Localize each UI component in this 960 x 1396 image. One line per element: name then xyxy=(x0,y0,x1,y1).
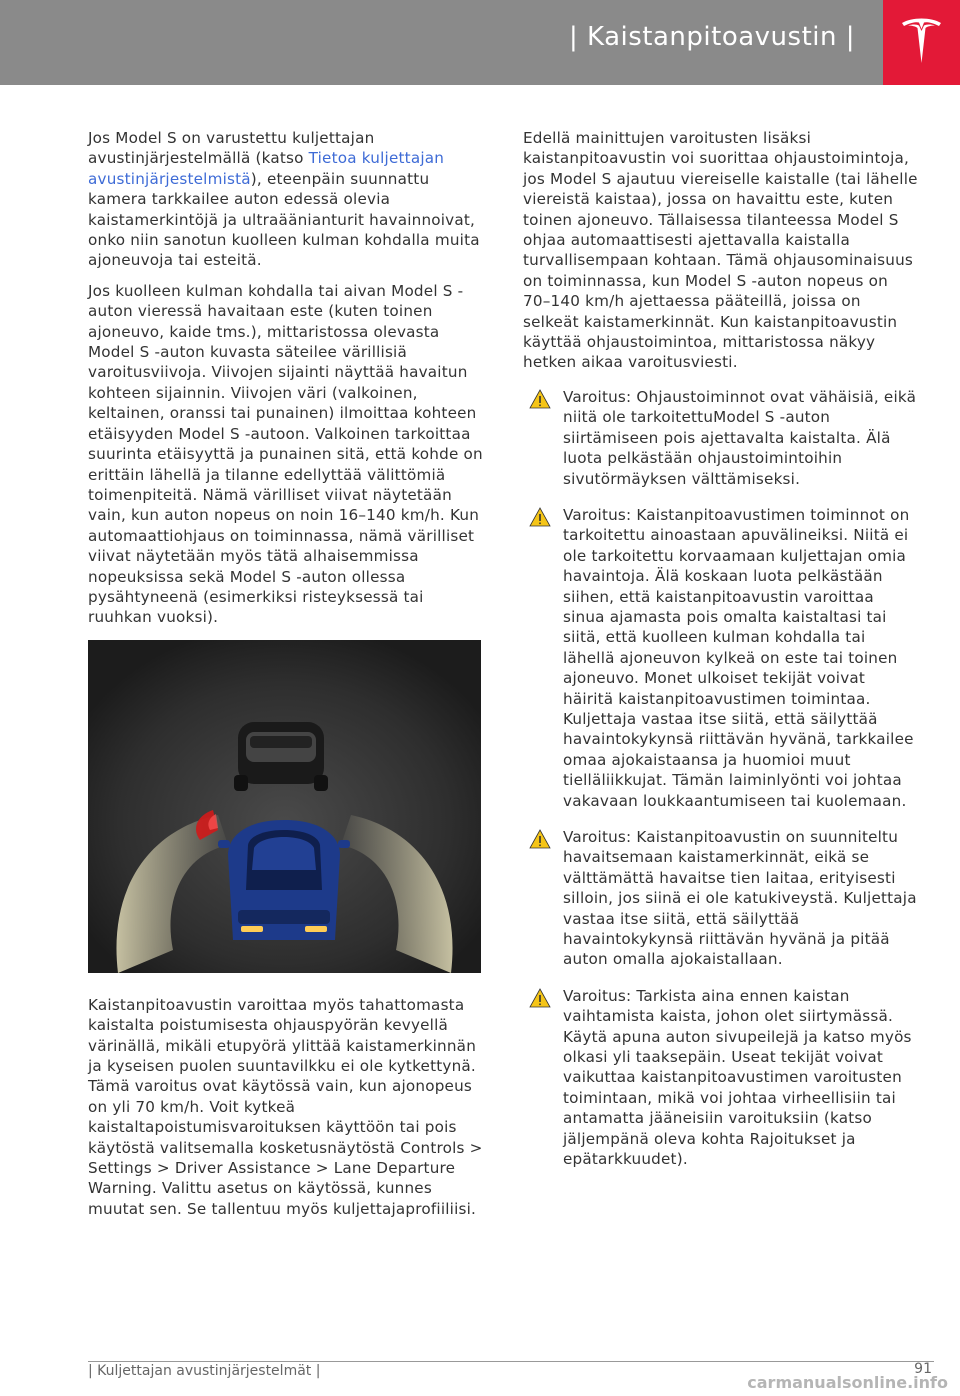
warning-triangle-icon xyxy=(529,507,551,527)
warning-block xyxy=(523,986,918,1170)
warning-block xyxy=(523,827,918,970)
warning-text: Varoitus: Tarkista aina ennen kaistan vaihtamista kaista, johon olet siirtymässä. Käytä apuna auton sivupeilejä ja katso myös olkasi yli taaksepäin. Useat tekijät voivat vaikuttaa kaistanpitoavustimen varoitusten toimintaan, mikä voi johtaa virheellisiin tai antamatta jääneisiin varoituksiin (katso jäljempänä oleva kohta Rajoitukset ja epätarkkuudet). xyxy=(563,986,912,1169)
warning-text: Varoitus: Kaistanpitoavustimen toiminnot on tarkoitettu ainoastaan apuvälineiksi. Niitä ei ole tarkoitettu korvaamaan kuljettajan omia havaintoja. Älä koskaan luota pelkästään siihen, että kaistanpitoavustin varoittaa sinua ajamasta pois omalta kaistaltasi tai siitä, että kuolleen kulman kohdalla tai lähellä ajoneuvon kylkeä on este tai toinen ajoneuvo. Monet ulkoiset tekijät voivat häiritä kaistanpitoavustimen toimintaa. Kuljettaja vastaa itse siitä, että säilyttää havaintokykynsä riittävän hyvänä, tarkkailee omaa ajokaistaansa ja huomioi muut tielläliikkujat. Tämän laiminlyönti voi johtaa vakavaan loukkaantumiseen tai kuolemaan. xyxy=(563,505,914,810)
warning-text: Varoitus: Kaistanpitoavustin on suunniteltu havaitsemaan kaistamerkinnät, eikä se välttämättä havaitse tien laitaa, erityisesti silloin, jos siinä ei ole katukiveystä. Kuljettaja vastaa itse siitä, että säilyttää havaintokykynsä riittävän hyvänä ja pitää auton omalla ajokaistallaan. xyxy=(563,828,917,969)
warning-text: Varoitus: Ohjaustoiminnot ovat vähäisiä, eikä niitä ole tarkoitettuModel S -auton siirtämiseen pois ajettavalta kaistalta. Älä luota pelkästään ohjaustoimintoihin sivutörmäyksen välttämiseksi. xyxy=(563,387,917,488)
left-column xyxy=(88,128,484,1229)
car-illustration xyxy=(88,640,481,973)
intro-paragraph xyxy=(88,128,484,271)
blind-spot-illustration xyxy=(88,640,481,973)
page-header xyxy=(0,0,883,85)
warning-triangle-icon xyxy=(529,829,551,849)
site-watermark[interactable]: carmanualsonline.info xyxy=(747,1373,948,1392)
footer-section-label: | Kuljettajan avustinjärjestelmät | xyxy=(88,1363,321,1379)
blind-spot-paragraph: Jos kuolleen kulman kohdalla tai aivan Model S -auton vieressä havaitaan este (kuten toinen ajoneuvo, kaide tms.), mittaristossa olevasta Model S -auton kuvasta säteilee värillisiä varoitusviivoja. Viivojen sijainti näyttää havaitun kohteen sijainnin. Viivojen väri (valkoinen, keltainen, oranssi tai punainen) ilmoittaa kohteen etäisyyden Model S -autoon. Valkoinen tarkoittaa suurinta etäisyyttä ja punainen sitä, että kohde on erittäin lähellä ja tilanne edellyttää välittömiä toimenpiteitä. Nämä värilliset viivat näytetään vain, kun auton nopeus on noin 16–140 km/h. Kun automaattiohjaus on toiminnassa, nämä värilliset viivat näytetään myös tätä alhaisemmissa nopeuksissa sekä Model S -auton ollessa pysähtyneenä (esimerkiksi risteyksessä tai ruuhkan vuoksi). xyxy=(88,281,483,627)
warning-triangle-icon xyxy=(529,988,551,1008)
page-number: 91 xyxy=(914,1361,932,1377)
model-s-car-icon xyxy=(218,820,350,940)
steering-paragraph: Edellä mainittujen varoitusten lisäksi kaistanpitoavustin voi suorittaa ohjaustoimintoja, jos Model S ajautuu viereiselle kaistalle (tai lähelle viereistä kaistaa), jossa on havaittu este, kuten toinen ajoneuvo. Tällaisessa tilanteessa Model S ohjaa automaattisesti ajettavalla kaistalla turvallisempaan kohtaan. Tämä ohjausominaisuus on toiminnassa, kun Model S -auton nopeus on 70–140 km/h ajettaessa pääteillä, joissa on selkeät kaistamerkinnät. Kun kaistanpitoavustin käyttää ohjaustoimintoa, mittaristossa näkyy hetken aikaa varoitusviesti. xyxy=(523,129,918,372)
right-column xyxy=(523,128,918,1186)
warning-triangle-icon xyxy=(529,389,551,409)
lane-departure-paragraph: Kaistanpitoavustin varoittaa myös tahattomasta kaistalta poistumisesta ohjauspyörän kevyellä värinällä, mikäli etupyörä ylittää kaistamerkinnän ja kyseisen puolen suuntavilkku ei ole kytkettynä. Tämä varoitus ovat käytössä vain, kun ajonopeus on yli 70 km/h. Voit kytkeä kaistaltapoistumisvaroituksen käyttöön tai pois käytöstä valitsemalla kosketusnäytöstä Controls > Settings > Driver Assistance > Lane Departure Warning. Valittu asetus on käytössä, kunnes muutat sen. Se tallentuu myös kuljettajaprofiiliisi. xyxy=(88,995,483,1218)
intro-text: Jos Model S on varustettu kuljettajan avustinjärjestelmällä (katso xyxy=(88,129,375,168)
driver-assistance-link[interactable]: Tietoa kuljettajan avustinjärjestelmistä xyxy=(88,149,445,188)
intro-text-continued: ), eteenpäin suunnattu kamera tarkkailee auton edessä olevia kaistamerkintöjä ja ultraäänianturit havainnoivat, onko niin sanotun kuolleen kulman kohdalla muita ajoneuvoja tai esteitä. xyxy=(88,169,480,270)
tesla-logo-icon xyxy=(900,17,943,67)
brand-logo-box xyxy=(883,0,960,85)
warning-block xyxy=(523,505,918,811)
distant-car-icon xyxy=(234,722,328,791)
section-title: | Kaistanpitoavustin | xyxy=(568,22,855,52)
footer-divider xyxy=(88,1361,934,1362)
warning-block xyxy=(523,387,918,489)
